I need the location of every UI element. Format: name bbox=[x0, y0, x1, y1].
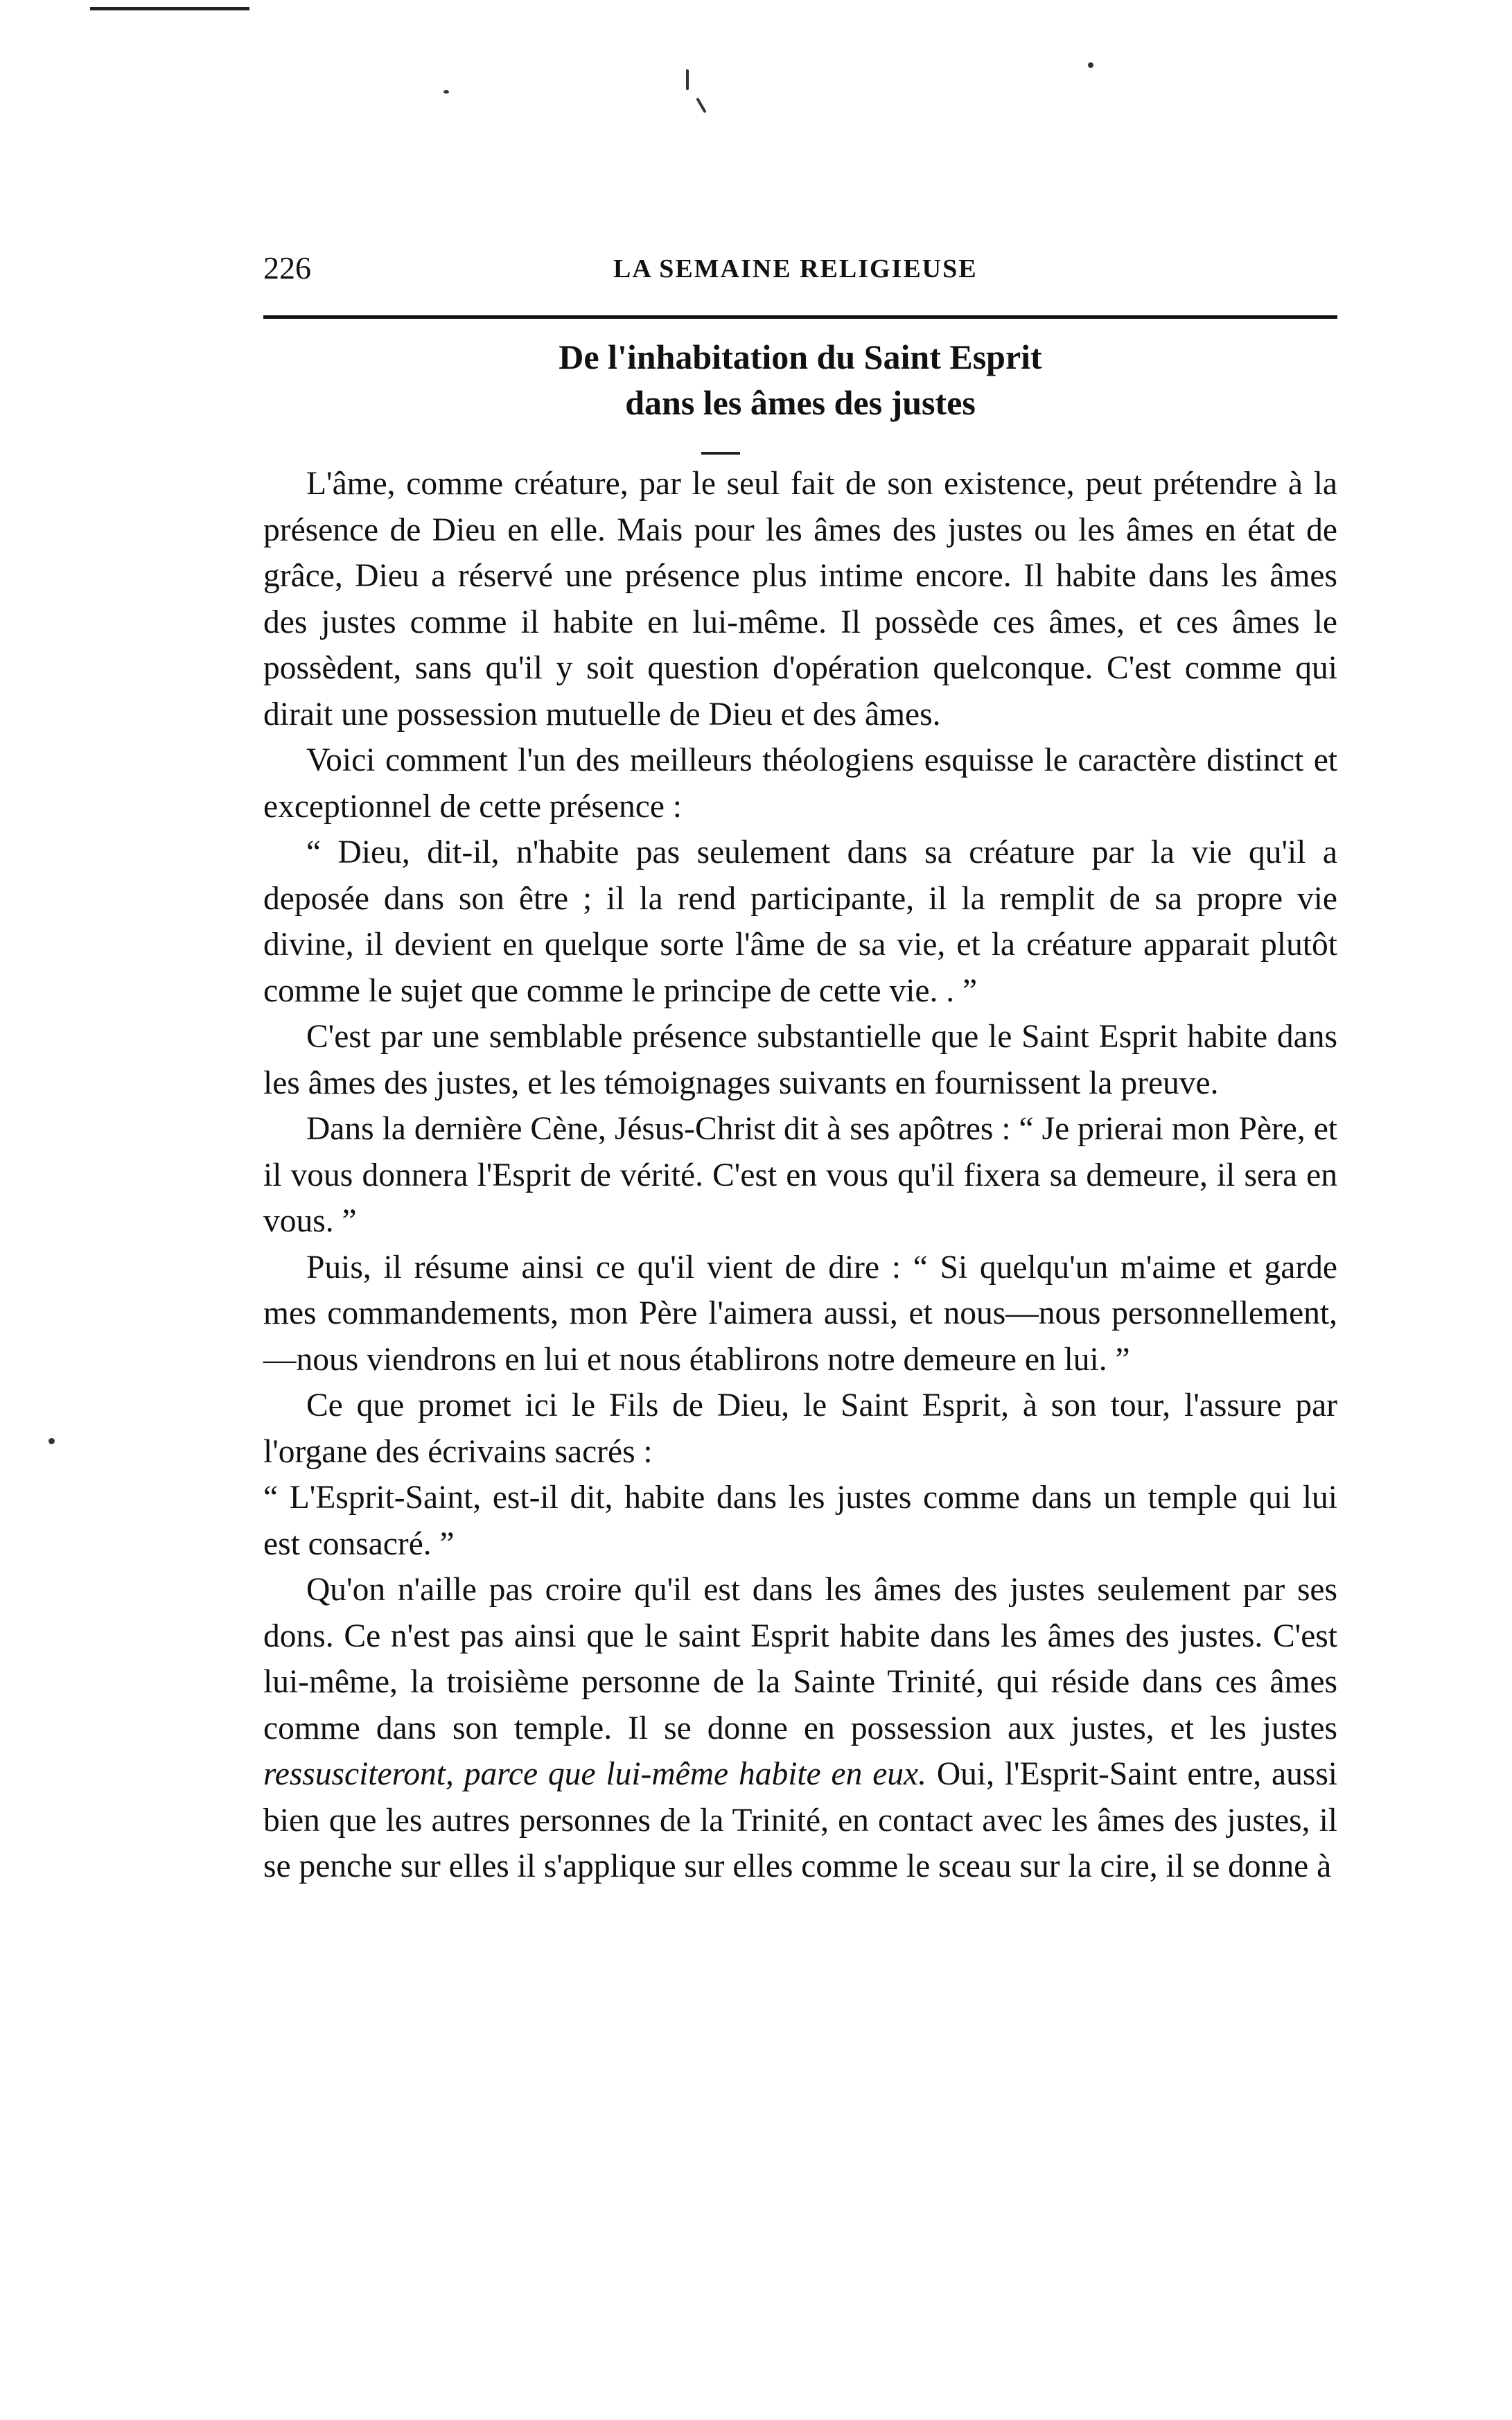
title-line-1: De l'inhabitation du Saint Esprit bbox=[559, 337, 1042, 376]
quote-paragraph: “ L'Esprit-Saint, est-il dit, habite dans les justes comme dans un temple qui lui est consacré. ” bbox=[263, 1480, 1337, 1562]
paragraph: Dans la dernière Cène, Jésus-Christ dit à ses apôtres : “ Je prierai mon Père, et il vous donnera l'Esprit de vérité. C'est en vous qu'il fixera sa demeure, il sera en vous. ” bbox=[263, 1111, 1337, 1239]
paragraph: C'est par une semblable présence substantielle que le Saint Esprit habite dans les âmes des justes, et les témoignages suivants en fournissent la preuve. bbox=[263, 1019, 1337, 1101]
print-speck bbox=[696, 98, 706, 114]
running-head: LA SEMAINE RELIGIEUSE bbox=[613, 254, 978, 283]
paragraph: Puis, il résume ainsi ce qu'il vient de dire : “ Si quelqu'un m'aime et garde mes commandements, mon Père l'aimera aussi, et nous—nous personnellement,—nous viendrons en lui et nous établirons notre demeure en lui. ” bbox=[263, 1249, 1337, 1378]
print-speck bbox=[1088, 62, 1093, 68]
title-line-2: dans les âmes des justes bbox=[625, 383, 976, 422]
paragraph: Ce que promet ici le Fils de Dieu, le Saint Esprit, à son tour, l'assure par l'organe des écrivains sacrés : bbox=[263, 1387, 1337, 1470]
title-rule bbox=[701, 452, 740, 455]
top-edge-rule bbox=[90, 7, 249, 10]
quote-paragraph: “ Dieu, dit-il, n'habite pas seulement dans sa créature par la vie qu'il a deposée dans son être ; il la rend participante, il la remplit de sa propre vie divine, il devient en quelque sorte l'âme de sa vie, et la créature apparait plutôt comme le sujet que comme le principe de cette vie. . ” bbox=[263, 834, 1337, 1009]
paragraph-text: Qu'on n'aille pas croire qu'il est dans les âmes des justes seulement par ses dons. Ce n'est pas ainsi que le saint Esprit habite dans les âmes des justes. C'est lui-même, la troisième personne de la Sainte Trinité, qui réside dans ces âmes comme dans son temple. Il se donne en possession aux justes, et les justes bbox=[263, 1572, 1337, 1746]
print-speck bbox=[686, 69, 689, 90]
paragraph: Voici comment l'un des meilleurs théologiens esquisse le caractère distinct et exceptionnel de cette présence : bbox=[263, 742, 1337, 825]
print-speck bbox=[49, 1438, 55, 1444]
italic-phrase: ressusciteront, parce que lui-même habite en eux. bbox=[263, 1756, 926, 1792]
header-rule bbox=[263, 315, 1337, 319]
paragraph bbox=[263, 1567, 1337, 1890]
article-body bbox=[263, 461, 1337, 1890]
article-title bbox=[263, 334, 1337, 426]
page-number: 226 bbox=[263, 250, 311, 286]
paragraph: L'âme, comme créature, par le seul fait de son existence, peut prétendre à la présence de Dieu en elle. Mais pour les âmes des justes ou les âmes en état de grâce, Dieu a réservé une présence plus intime encore. Il habite dans les âmes des justes comme il habite en lui-même. Il possède ces âmes, et ces âmes le possèdent, sans qu'il y soit question d'opération quelconque. C'est comme qui dirait une possession mutuelle de Dieu et des âmes. bbox=[263, 466, 1337, 733]
print-speck bbox=[443, 90, 449, 94]
paragraph-text: Oui, l'Esprit-Saint entre, aussi bien que les autres personnes de la Trinité, en contact avec les âmes des justes, il se penche sur elles il s'applique sur elles comme le sceau sur la cire, il se donne à bbox=[263, 1756, 1338, 1884]
page-header bbox=[263, 249, 1337, 298]
